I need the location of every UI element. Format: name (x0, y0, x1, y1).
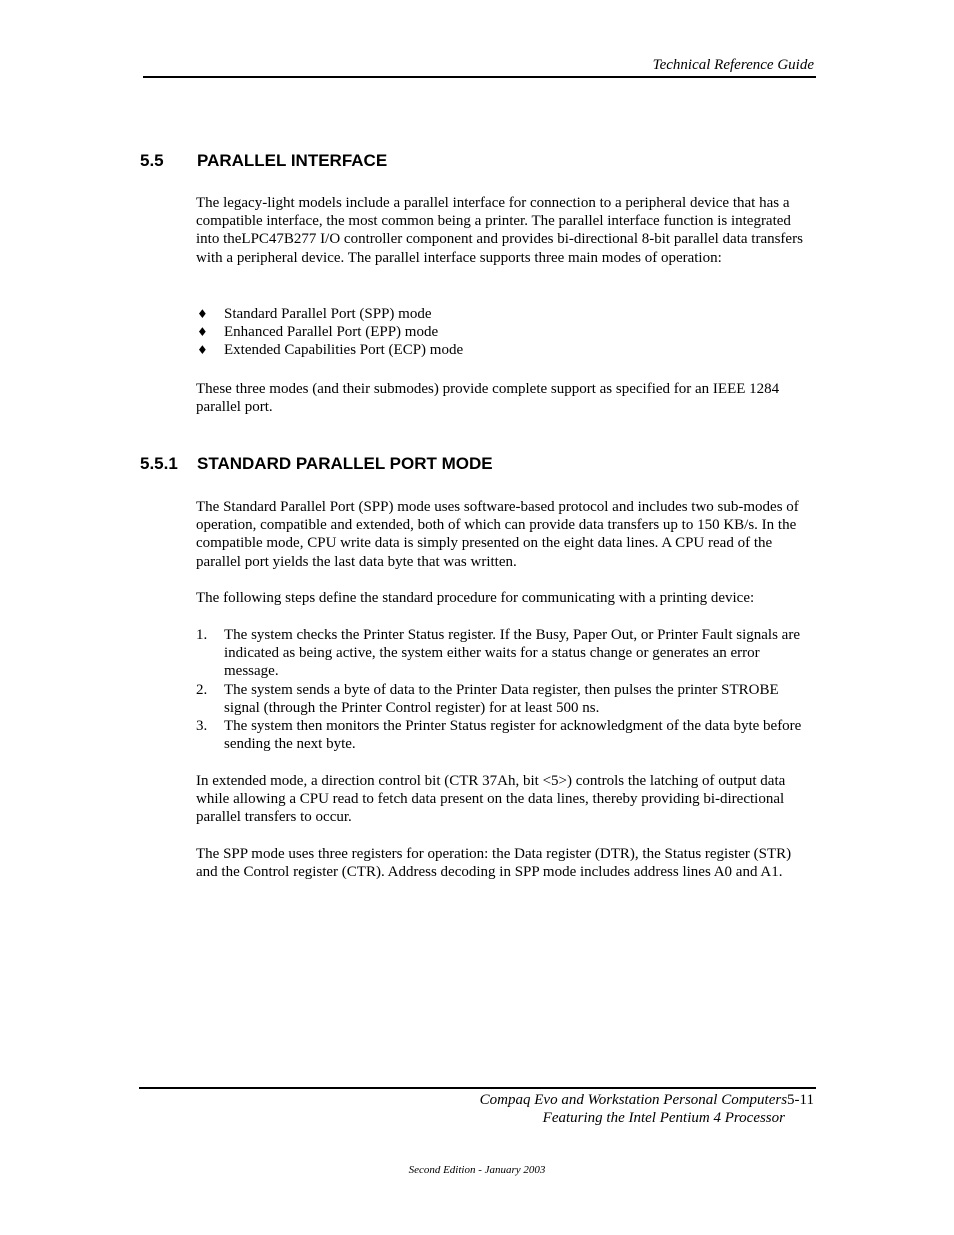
step-text: The system checks the Printer Status register. If the Busy, Paper Out, or Printer Fault signals are indicated as being active, the system either waits for a status change or generates an error message. (224, 627, 800, 680)
modes-list-block (196, 305, 816, 360)
list-item (196, 681, 816, 717)
subsection-para1-block (196, 498, 816, 571)
step-number: 3. (196, 718, 208, 735)
subsection-heading (140, 454, 493, 474)
step-number: 1. (196, 627, 208, 643)
running-header: Technical Reference Guide (652, 57, 814, 73)
bullet-icon: ♦ (197, 325, 208, 340)
list-item (196, 305, 816, 323)
list-item (196, 717, 816, 753)
list-item (196, 626, 816, 681)
subsection-para4-block (196, 845, 816, 881)
steps-list-block (196, 626, 816, 753)
list-item-text: Enhanced Parallel Port (EPP) mode (224, 324, 439, 341)
list-item-text: Extended Capabilities Port (ECP) mode (224, 342, 464, 359)
list-item-text: Standard Parallel Port (SPP) mode (224, 306, 432, 322)
section-intro-block (196, 194, 816, 267)
subsection-para2-block (196, 589, 816, 607)
footer-book-title: Compaq Evo and Workstation Personal Computers (479, 1092, 788, 1108)
list-item (196, 323, 816, 341)
footer-title-line (480, 1091, 814, 1109)
bullet-icon: ♦ (197, 343, 208, 358)
steps-list (196, 626, 816, 753)
edition-note: Second Edition - January 2003 (408, 1164, 546, 1176)
subsection-title: STANDARD PARALLEL PORT MODE (197, 454, 493, 473)
footer-subtitle: Featuring the Intel Pentium 4 Processor (542, 1110, 785, 1126)
section-intro-paragraph: The legacy-light models include a parallel interface for connection to a peripheral device that has a compatible interface, the most common being a printer. The parallel interface function is integrated into theLPC47B277 I/O controller component and provides bi-directional 8-bit parallel data transfers with a peripheral device. The parallel interface supports three main modes of operation: (196, 195, 803, 266)
subsection-para3-block (196, 772, 816, 827)
extended-mode-paragraph: In extended mode, a direction control bit (CTR 37Ah, bit <5>) controls the latching of output data while allowing a CPU read to fetch data present on the data lines, thereby providing bi-directional parallel transfers to occur. (196, 773, 786, 826)
procedure-intro-paragraph: The following steps define the standard procedure for communicating with a printing device: (196, 590, 755, 606)
spp-description-paragraph: The Standard Parallel Port (SPP) mode uses software-based protocol and includes two sub-modes of operation, compatible and extended, both of which can provide data transfers up to 150 KB/s. In the compatible mode, CPU write data is simply presented on the eight data lines. A CPU read of the parallel port yields the last data byte that was written. (196, 499, 799, 570)
step-text: The system then monitors the Printer Status register for acknowledgment of the data byte before sending the next byte. (224, 718, 802, 753)
footer-rule (139, 1087, 816, 1089)
section-heading (140, 151, 387, 171)
section-closing-paragraph: These three modes (and their submodes) provide complete support as specified for an IEEE 1284 parallel port. (196, 381, 780, 416)
header-rule (143, 76, 816, 78)
bullet-icon: ♦ (197, 307, 208, 321)
page-number: 5-11 (787, 1092, 814, 1108)
step-text: The system sends a byte of data to the Printer Data register, then pulses the printer STROBE signal (through the Printer Control register) for at least 500 ns. (224, 681, 779, 716)
section-title: PARALLEL INTERFACE (197, 151, 388, 170)
section-number: 5.5 (140, 151, 164, 170)
section-closing-block (196, 380, 816, 416)
modes-list (196, 305, 816, 360)
subsection-number: 5.5.1 (140, 454, 178, 473)
list-item (196, 341, 816, 359)
registers-paragraph: The SPP mode uses three registers for operation: the Data register (DTR), the Status register (STR) and the Control register (CTR). Address decoding in SPP mode includes address lines A0 and A1. (196, 846, 792, 881)
step-number: 2. (196, 681, 208, 698)
